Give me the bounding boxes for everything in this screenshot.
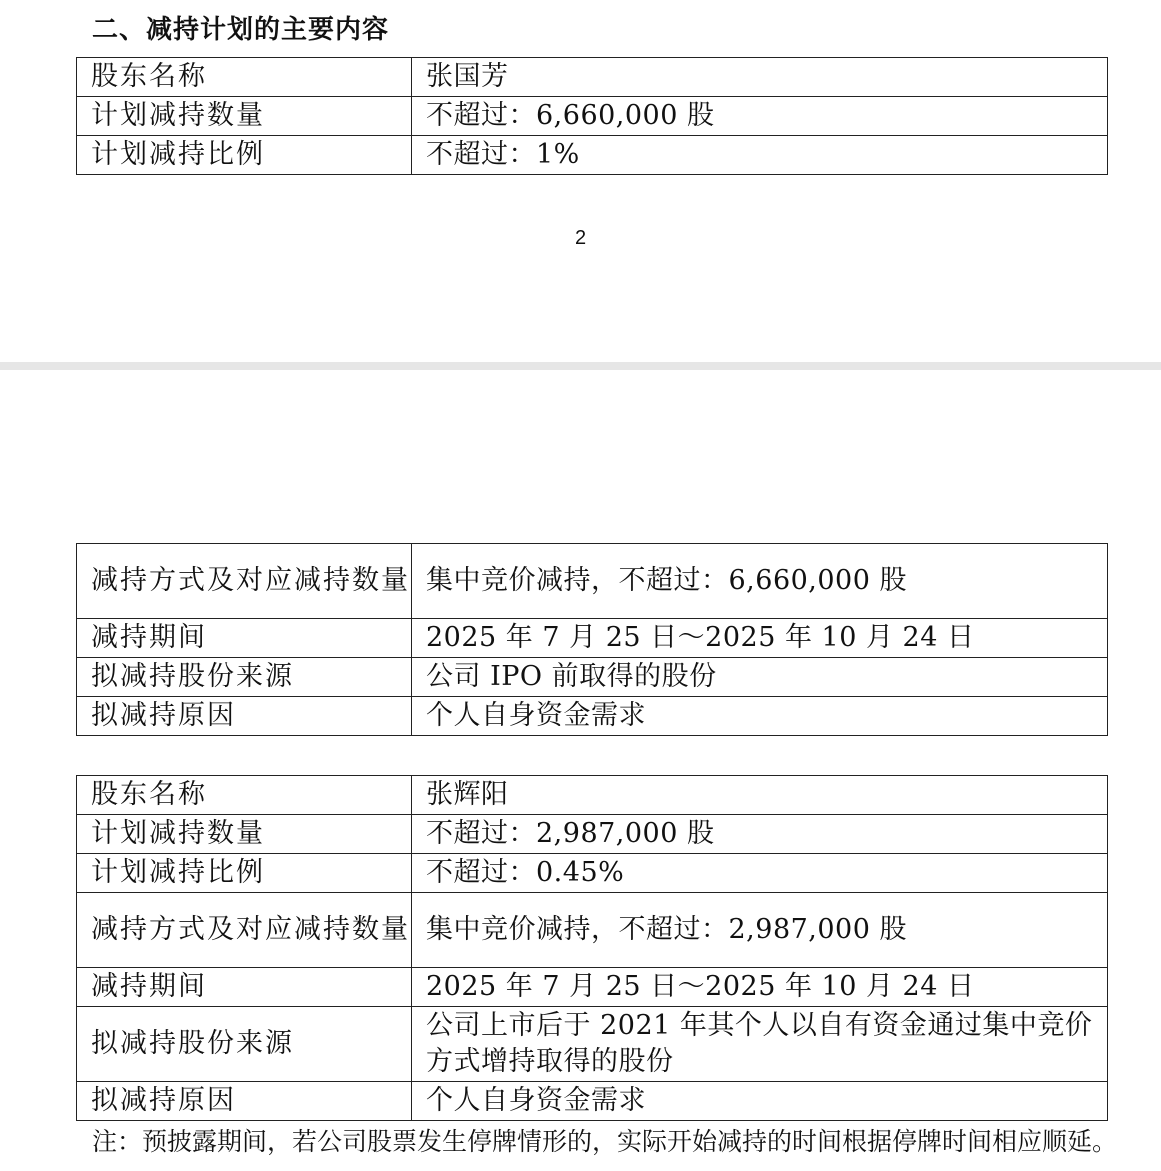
row-value: 2025 年 7 月 25 日～2025 年 10 月 24 日 (412, 619, 1108, 658)
page-separator (0, 362, 1161, 370)
table-row (77, 776, 1108, 815)
table-row (77, 815, 1108, 854)
row-label: 拟减持原因 (77, 1082, 412, 1121)
reduction-plan-table-1 (76, 57, 1108, 175)
table-row (77, 97, 1108, 136)
row-value: 集中竞价减持，不超过：2,987,000 股 (412, 893, 1108, 968)
row-value: 不超过：0.45% (412, 854, 1108, 893)
table-row (77, 619, 1108, 658)
row-label: 拟减持原因 (77, 697, 412, 736)
row-value: 不超过：1% (412, 136, 1108, 175)
table-row (77, 58, 1108, 97)
row-label: 减持期间 (77, 619, 412, 658)
table-row (77, 893, 1108, 968)
row-label: 计划减持数量 (77, 97, 412, 136)
table-row (77, 697, 1108, 736)
table-row (77, 544, 1108, 619)
footnote: 注：预披露期间，若公司股票发生停牌情形的，实际开始减持的时间根据停牌时间相应顺延。 (92, 1127, 1118, 1156)
row-label: 计划减持数量 (77, 815, 412, 854)
reduction-plan-table-3 (76, 775, 1108, 1121)
row-value: 公司 IPO 前取得的股份 (412, 658, 1108, 697)
row-value: 张国芳 (412, 58, 1108, 97)
row-label: 减持期间 (77, 968, 412, 1007)
row-label: 拟减持股份来源 (77, 1007, 412, 1082)
row-value: 不超过：6,660,000 股 (412, 97, 1108, 136)
table-row (77, 968, 1108, 1007)
row-label: 股东名称 (77, 776, 412, 815)
row-label: 减持方式及对应减持数量 (77, 544, 412, 619)
reduction-plan-table-2 (76, 543, 1108, 736)
row-value: 个人自身资金需求 (412, 1082, 1108, 1121)
page-number: 2 (574, 227, 587, 249)
row-value: 不超过：2,987,000 股 (412, 815, 1108, 854)
table-row (77, 136, 1108, 175)
table-row (77, 658, 1108, 697)
row-label: 拟减持股份来源 (77, 658, 412, 697)
row-label: 计划减持比例 (77, 136, 412, 175)
table-row (77, 1082, 1108, 1121)
row-value: 集中竞价减持，不超过：6,660,000 股 (412, 544, 1108, 619)
row-label: 计划减持比例 (77, 854, 412, 893)
row-value: 张辉阳 (412, 776, 1108, 815)
row-label: 股东名称 (77, 58, 412, 97)
row-value: 公司上市后于 2021 年其个人以自有资金通过集中竞价方式增持取得的股份 (412, 1007, 1108, 1082)
section-heading: 二、减持计划的主要内容 (92, 15, 390, 45)
row-value: 个人自身资金需求 (412, 697, 1108, 736)
row-value: 2025 年 7 月 25 日～2025 年 10 月 24 日 (412, 968, 1108, 1007)
table-row (77, 854, 1108, 893)
row-label: 减持方式及对应减持数量 (77, 893, 412, 968)
table-row (77, 1007, 1108, 1082)
